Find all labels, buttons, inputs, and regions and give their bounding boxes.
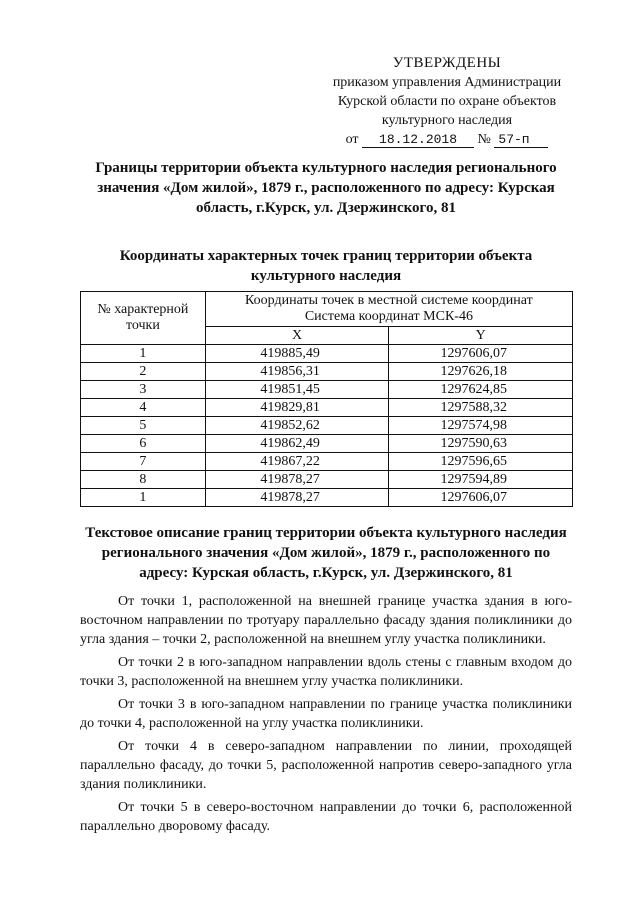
- x-cell: 419867,22: [205, 453, 389, 471]
- point-cell: 1: [81, 489, 206, 507]
- x-cell: 419878,27: [205, 489, 389, 507]
- table-row: [81, 417, 573, 435]
- x-cell: 419885,49: [205, 345, 389, 363]
- paragraph: От точки 3 в юго-западном направлении по границе участка поликлиники до точки 4, расположенной на углу участка поликлиники.: [80, 697, 572, 731]
- approval-block: [312, 54, 582, 149]
- point-cell: 2: [81, 363, 206, 381]
- table-row: [81, 381, 573, 399]
- paragraph: От точки 1, расположенной на внешней границе участка здания в юго-восточном направлении по тротуару параллельно фасаду здания поликлиники до угла здания – точки 2, расположенной на внешнем углу участка поликлиники.: [80, 594, 572, 647]
- document-title: Границы территории объекта культурного наследия регионального значения «Дом жилой», 1879 г., расположенного по адресу: Курская область, г.Курск, ул. Дзержинского, 81: [95, 160, 557, 216]
- table-row: [81, 453, 573, 471]
- table-row: [81, 435, 573, 453]
- description-title: Текстовое описание границ территории объекта культурного наследия регионального значения «Дом жилой», 1879 г., расположенного по адресу: Курская область, г.Курск, ул. Дзержинского, 81: [85, 525, 567, 581]
- x-cell: 419878,27: [205, 471, 389, 489]
- y-cell: 1297626,18: [389, 363, 573, 381]
- order-number: 57-п: [494, 132, 548, 148]
- y-cell: 1297606,07: [389, 345, 573, 363]
- x-cell: 419862,49: [205, 435, 389, 453]
- point-number-header: № характерной точки: [81, 292, 206, 345]
- y-cell: 1297588,32: [389, 399, 573, 417]
- point-cell: 6: [81, 435, 206, 453]
- point-cell: 8: [81, 471, 206, 489]
- point-cell: 4: [81, 399, 206, 417]
- paragraph: От точки 2 в юго-западном направлении вдоль стены с главным входом до точки 3, расположенной на внешнем углу участка поликлиники.: [80, 655, 572, 689]
- coordinates-table: [80, 291, 573, 507]
- coords-header-line-1: Координаты точек в местной системе координат: [245, 293, 533, 308]
- y-cell: 1297594,89: [389, 471, 573, 489]
- y-cell: 1297624,85: [389, 381, 573, 399]
- paragraph: От точки 4 в северо-западном направлении по линии, проходящей параллельно фасаду, до точки 5, расположенной напротив северо-западного угла здания поликлиники.: [80, 739, 572, 792]
- table-row: [81, 399, 573, 417]
- x-header: X: [205, 327, 389, 345]
- point-cell: 3: [81, 381, 206, 399]
- table-title: Координаты характерных точек границ территории объекта культурного наследия: [119, 248, 533, 284]
- paragraph: От точки 5 в северо-восточном направлении до точки 6, расположенной параллельно дворовому фасаду.: [80, 800, 572, 834]
- point-cell: 5: [81, 417, 206, 435]
- order-date: 18.12.2018: [362, 132, 474, 148]
- y-cell: 1297596,65: [389, 453, 573, 471]
- table-row: [81, 345, 573, 363]
- approval-line-3: культурного наследия: [381, 113, 513, 128]
- table-row: [81, 489, 573, 507]
- y-header: Y: [389, 327, 573, 345]
- y-cell: 1297606,07: [389, 489, 573, 507]
- approval-line-2: Курской области по охране объектов: [337, 94, 557, 109]
- number-prefix: №: [477, 132, 491, 147]
- coords-header: [205, 292, 572, 327]
- table-row: [81, 363, 573, 381]
- table-row: [81, 471, 573, 489]
- approval-line-1: приказом управления Администрации: [332, 75, 562, 90]
- point-cell: 7: [81, 453, 206, 471]
- x-cell: 419851,45: [205, 381, 389, 399]
- x-cell: 419856,31: [205, 363, 389, 381]
- x-cell: 419852,62: [205, 417, 389, 435]
- coords-header-line-2: Система координат МСК-46: [304, 309, 473, 324]
- date-prefix: от: [345, 132, 359, 147]
- x-cell: 419829,81: [205, 399, 389, 417]
- description-body: [80, 592, 572, 840]
- y-cell: 1297574,98: [389, 417, 573, 435]
- y-cell: 1297590,63: [389, 435, 573, 453]
- order-date-number: [312, 130, 582, 149]
- approval-heading: УТВЕРЖДЕНЫ: [392, 55, 502, 71]
- point-cell: 1: [81, 345, 206, 363]
